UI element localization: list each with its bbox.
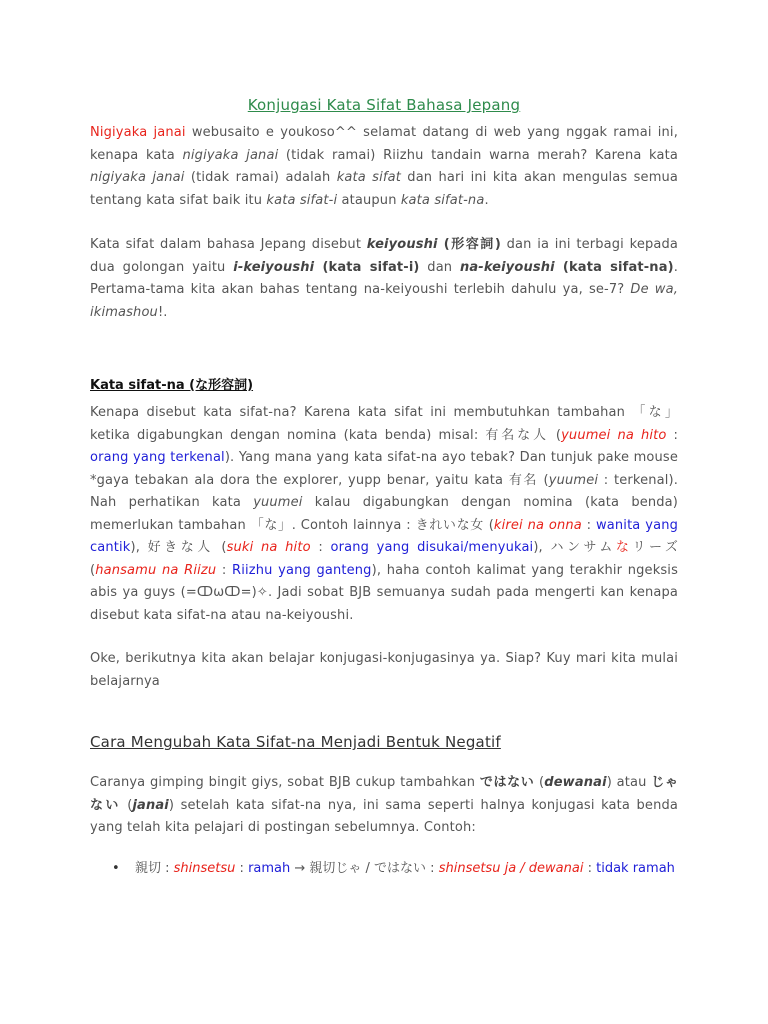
romaji-red: janai [132,797,169,813]
text: ), ハンサム [533,540,616,555]
romaji-red: suki na hito [226,540,311,555]
article-title[interactable]: Konjugasi Kata Sifat Bahasa Jepang [247,96,521,114]
text: dan [419,259,460,275]
text: : [310,540,331,555]
text: ( [534,775,545,790]
text: ), 好きな人 ( [130,540,227,555]
text: ) setelah kata sifat-na nya, ini sama seperti halnya konjugasi kata benda yang telah kita pelajari di postingan sebelumnya. Contoh: [90,797,678,835]
text: ) atau [606,775,652,790]
text: 親切 : [135,861,174,876]
text: (tidak ramai) adalah [184,170,337,185]
italic-term: nigiyaka janai [90,170,185,185]
italic-term: De wa, ikimashou [90,282,678,320]
meaning-blue: tidak ramah [596,861,675,876]
romaji-red: shinsetsu [173,861,236,876]
text: : [666,427,679,443]
intro-paragraph [90,122,678,212]
italic-term: kata sifat [336,170,401,185]
text: !. [157,304,168,320]
bold-term: (kata sifat-na) [554,259,674,275]
bullet-icon: • [112,861,120,876]
transition-paragraph: Oke, berikutnya kita akan belajar konjugasi-konjugasinya ya. Siap? Kuy mari kita mulai belajarnya [90,651,678,689]
romaji-red: dewanai [544,775,607,790]
romaji-red: shinsetsu ja / dewanai [438,861,584,876]
example-list [90,858,678,881]
highlight-red: Nigiyaka janai [90,125,186,140]
text: kalau digabungkan dengan nomina (kata benda) memerlukan tambahan 「な」. Contoh lainnya : きれいな女 ( [90,495,679,533]
text: Kenapa disebut kata sifat-na? Karena kata sifat ini membutuhkan tambahan 「な」 ketika digabungkan dengan nomina (kata benda) misal: 有名な人 ( [90,405,678,443]
romaji-red: kirei na onna [493,517,582,533]
italic-term: yuumei [548,472,599,488]
bold-term: ではない [479,775,535,790]
text: Caranya gimping bingit giys, sobat BJB cukup tambahkan [90,775,480,790]
section-heading-na: Kata sifat-na (な形容詞) [90,378,254,393]
meaning-blue: Riizhu yang ganteng [232,562,372,578]
list-item [90,858,678,881]
bold-term: i-keiyoushi [233,259,315,275]
romaji-red: hansamu na Riizu [95,562,217,578]
text: ), haha contoh kalimat yang terakhir ngeksis abis ya guys (=ↀωↀ=)✧. Jadi sobat BJB semuanya sudah pada mengerti kan kenapa disebut kata sifat-na atau na-keiyoushi. [90,562,678,623]
italic-term: yuumei [253,495,303,510]
italic-term: nigiyaka janai [182,147,279,163]
italic-term: kata sifat-na [400,192,485,208]
bold-term: keiyoushi [366,237,438,252]
text: : [583,861,597,876]
text: リーズ ( [90,540,678,578]
text: ( [120,797,133,813]
bold-term: (kata sifat-i) [314,259,420,275]
meaning-blue: wanita yang cantik [90,517,678,555]
text: dan hari ini kita akan mengulas semua tentang kata sifat baik itu [90,170,679,208]
na-explanation-paragraph [90,402,678,627]
text: dan ia ini terbagi kepada dua golongan yaitu [90,237,678,275]
text: : [235,861,249,876]
text: : terkenal). Nah perhatikan kata [90,472,679,510]
bold-term: (形容詞) [437,237,501,252]
text: . [484,192,489,208]
text: (tidak ramai) Riizhu tandain warna merah? Karena kata [278,147,678,163]
text: Kata sifat dalam bahasa Jepang disebut [90,237,367,252]
bold-term: na-keiyoushi [459,259,555,275]
text: : [581,517,597,533]
text: ). Yang mana yang kata sifat-na ayo tebak? Dan tunjuk pake mouse *gaya tebakan ala dora the explorer, yupp benar, yaitu kata 有名 ( [90,450,678,488]
bold-term: じゃない [90,775,678,813]
italic-term: kata sifat-i [266,192,338,208]
text: ataupun [337,192,401,208]
highlight-red: な [615,540,633,555]
keiyoushi-paragraph [90,234,678,324]
romaji-red: yuumei na hito [561,427,667,443]
negative-explanation-paragraph [90,772,678,840]
text: → 親切じゃ / ではない : [290,861,439,876]
meaning-blue: orang yang disukai/menyukai [330,540,534,555]
meaning-blue: orang yang terkenal [90,450,225,465]
text: webusaito e youkoso^^ selamat datang di web yang nggak ramai ini, kenapa kata [90,125,678,163]
text: : [216,562,233,578]
section-heading-negative[interactable]: Cara Mengubah Kata Sifat-na Menjadi Bentuk Negatif [90,733,501,751]
meaning-blue: ramah [248,861,291,876]
text: . Pertama-tama kita akan bahas tentang na-keiyoushi terlebih dahulu ya, se-7? [90,259,679,297]
